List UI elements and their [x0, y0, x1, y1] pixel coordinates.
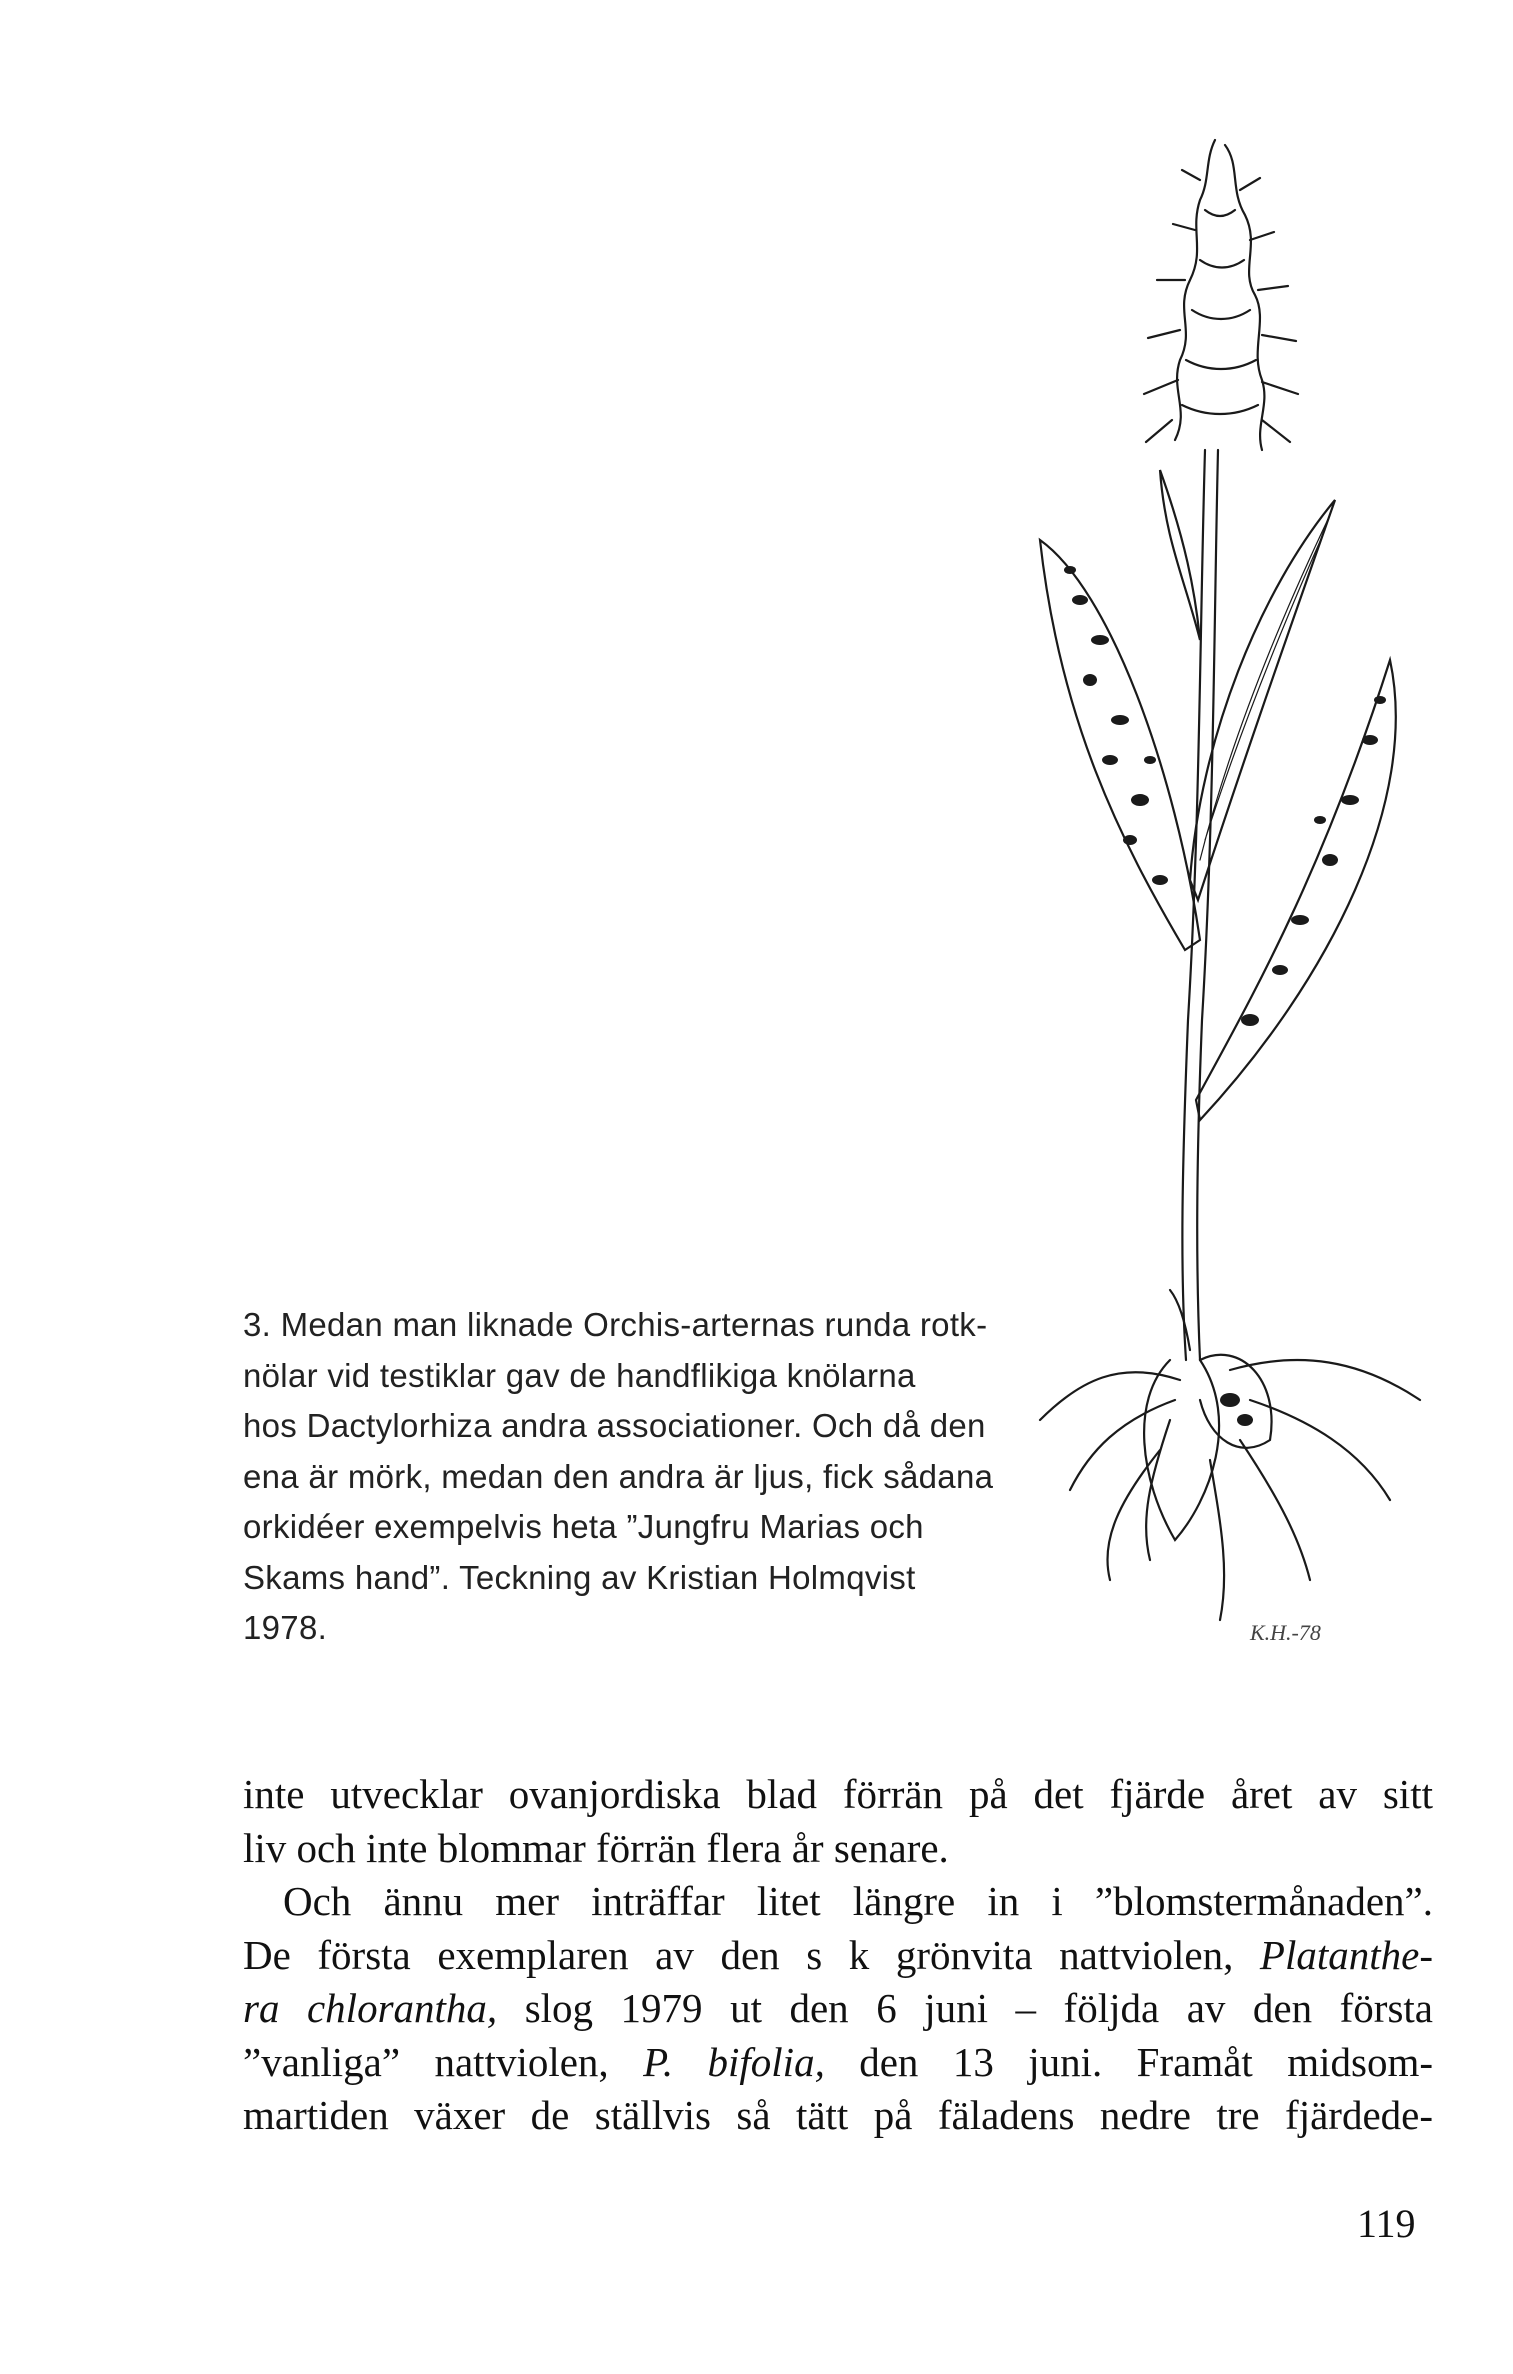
central-leaf — [1190, 500, 1335, 900]
body-line: inte utvecklar ovanjordiska blad förrän på det fjärde året av sitt — [243, 1771, 1433, 1817]
species-name-italic: Platanthe- — [1259, 1931, 1433, 1978]
caption-line: 3. Medan man liknade Orchis-arternas runda rotk- — [243, 1306, 988, 1343]
body-line — [243, 1929, 1433, 1983]
upper-leaf — [1160, 470, 1200, 640]
caption-line: hos Dactylorhiza andra associationer. Och då den — [243, 1407, 986, 1444]
tuber-roots — [1040, 1290, 1420, 1620]
body-text-run: ”vanliga” nattviolen, — [243, 2038, 644, 2085]
page-number: 119 — [1357, 2201, 1416, 2246]
flower-spike — [1144, 140, 1298, 450]
body-text — [243, 1768, 1433, 2143]
body-line: martiden växer de ställvis så tätt på fäladens nedre tre fjärdede- — [243, 2092, 1433, 2138]
body-line: Och ännu mer inträffar litet längre in i ”blomstermånaden”. — [283, 1878, 1433, 1924]
body-line: liv och inte blommar förrän flera år senare. — [243, 1824, 949, 1871]
artist-signature: K.H.-78 — [1250, 1620, 1321, 1645]
caption-line: Skams hand”. Teckning av Kristian Holmqvist — [243, 1558, 916, 1596]
caption-line: 1978. — [243, 1609, 328, 1646]
body-line — [243, 2036, 1433, 2090]
species-name-italic: P. bifolia, — [643, 2038, 825, 2085]
leaf-spots — [1064, 566, 1386, 1426]
left-spotted-leaf — [1040, 540, 1200, 950]
body-text-run: den 13 juni. Framåt midsom- — [824, 2038, 1433, 2085]
orchid-illustration — [1000, 120, 1460, 1680]
body-text-run: slog 1979 ut den 6 juni – följda av den första — [497, 1985, 1433, 2031]
caption-line: nölar vid testiklar gav de handflikiga knölarna — [243, 1356, 916, 1394]
body-text-run: De första exemplaren av den s k grönvita nattviolen, — [243, 1931, 1260, 1978]
right-spotted-leaf — [1196, 660, 1396, 1120]
figure-caption — [243, 1300, 1043, 1654]
body-line — [243, 1982, 1433, 2036]
caption-line: ena är mörk, medan den andra är ljus, fick sådana — [243, 1457, 994, 1495]
caption-line: orkidéer exempelvis heta ”Jungfru Marias och — [243, 1508, 924, 1545]
species-name-italic: ra chlorantha, — [243, 1985, 498, 2031]
